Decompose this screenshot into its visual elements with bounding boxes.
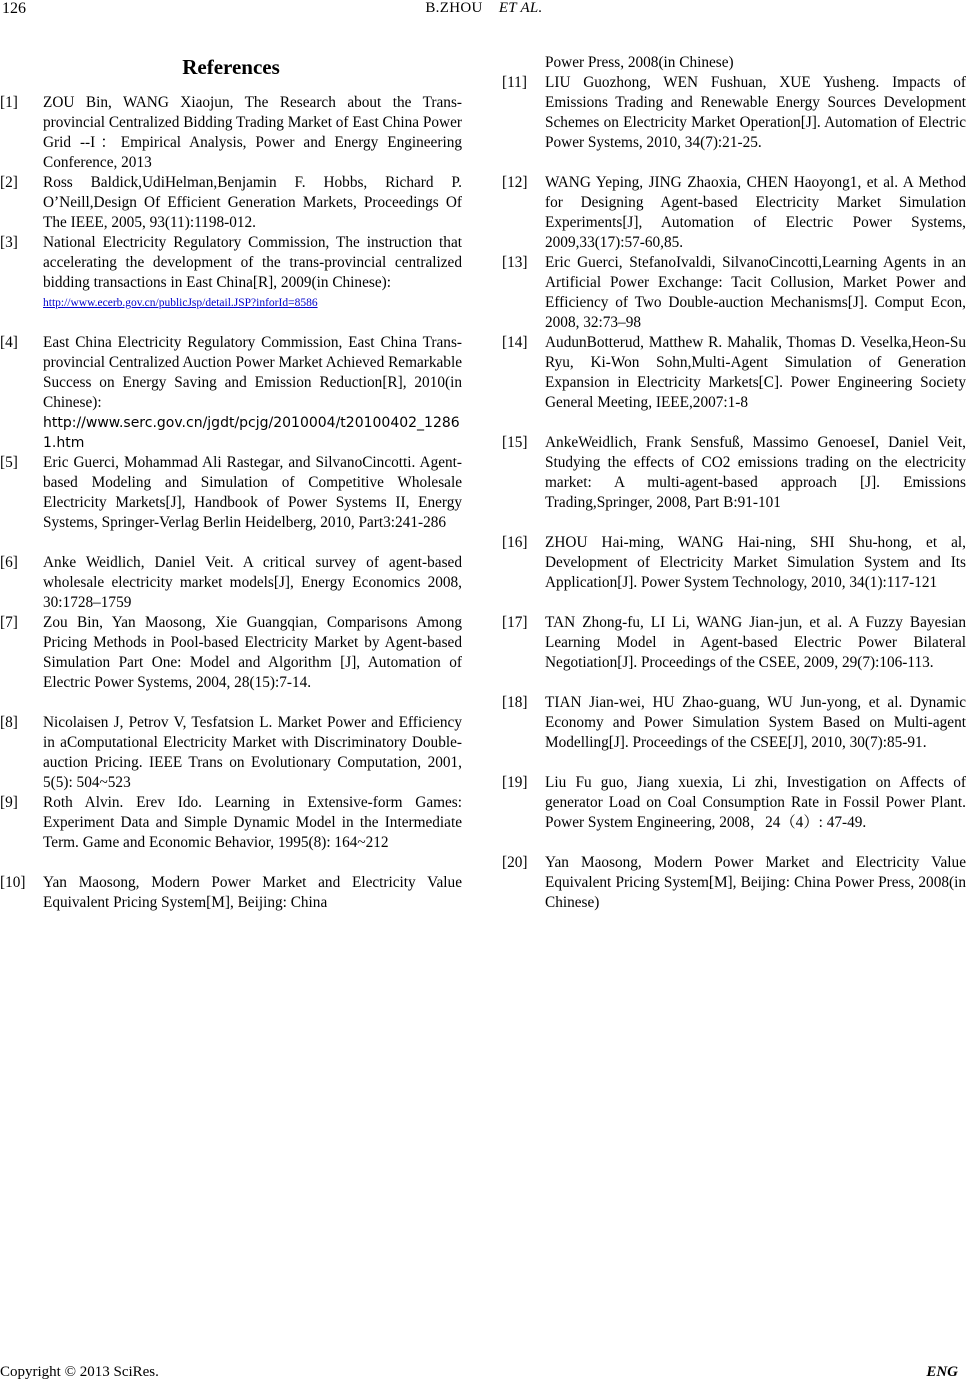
reference-text: Liu Fu guo, Jiang xuexia, Li zhi, Investigation on Affects of generator Load on Coal Consumption Rate in Fossil Power Plant. Power System Engineering, 2008，24（4）: 47-49. (545, 774, 966, 831)
reference-number: [3] (0, 234, 18, 251)
reference-number: [8] (0, 714, 18, 731)
reference-11 (502, 73, 966, 153)
reference-number: [6] (0, 554, 18, 571)
reference-7 (0, 613, 462, 693)
references-heading: References (182, 55, 280, 79)
reference-number: [12] (502, 174, 528, 191)
reference-text: TIAN Jian-wei, HU Zhao-guang, WU Jun-yong, et al. Dynamic Economy and Power Simulation System Based on Multi-agent Modelling[J]. Proceedings of the CSEE[J], 2010, 30(7):85-91. (545, 694, 966, 751)
reference-number: [10] (0, 874, 26, 891)
reference-text: Ross Baldick,UdiHelman,Benjamin F. Hobbs, Richard P. O’Neill,Design Of Efficient Generation Markets, Proceedings Of The IEEE, 2005, 93(11):1198-012. (43, 174, 462, 231)
reference-text: East China Electricity Regulatory Commission, East China Trans-provincial Centralized Auction Power Market Achieved Remarkable Success on Energy Saving and Emission Reduction[R], 2010(in Chinese): (43, 334, 462, 411)
reference-text: AnkeWeidlich, Frank Sensfuß, Massimo GenoeseI, Daniel Veit, Studying the effects of CO2 emissions trading on the electricity market: A multi-agent-based approach [J]. Emissions Trading,Springer, 2008, Part B:91-101 (545, 434, 966, 511)
reference-number: [7] (0, 614, 18, 631)
reference-text: Zou Bin, Yan Maosong, Xie Guangqian, Comparisons Among Pricing Methods in Pool-based Electricity Market by Agent-based Simulation Part One: Model and Algorithm [J], Automation of Electric Power Systems, 2004, 28(15):7-14. (43, 614, 462, 691)
reference-3 (0, 233, 462, 313)
reference-number: [19] (502, 774, 528, 791)
running-head-et-al: ET AL. (498, 0, 543, 16)
reference-number: [20] (502, 854, 528, 871)
reference-text: ZOU Bin, WANG Xiaojun, The Research about the Trans-provincial Centralized Bidding Trading Market of East China Power Grid --I：Empirical Analysis, Power and Energy Engineering Conference, 2013 (43, 94, 462, 171)
reference-text: Nicolaisen J, Petrov V, Tesfatsion L. Market Power and Efficiency in aComputational Electricity Market with Discriminatory Double-auction Pricing. IEEE Trans on Evolutionary Computation, 2001, 5(5): 504~523 (43, 714, 462, 791)
reference-10-continued (502, 53, 966, 73)
reference-text: Roth Alvin. Erev Ido. Learning in Extensive-form Games: Experiment Data and Simple Dynamic Model in the Intermediate Term. Game and Economic Behavior, 1995(8): 164~212 (43, 794, 462, 851)
reference-text: Eric Guerci, StefanoIvaldi, SilvanoCincotti,Learning Agents in an Artificial Power Exchange: Tacit Collusion, Market Power and Efficiency of Two Double-auction Mechanisms[J]. Comput Econ, 2008, 32:73–98 (545, 254, 966, 331)
reference-6 (0, 553, 462, 613)
reference-text: LIU Guozhong, WEN Fushuan, XUE Yusheng. Impacts of Emissions Trading and Renewable Energy Sources Development Schemes on Electricity Market Operation[J]. Automation of Electric Power Systems, 2010, 34(7):21-25. (545, 74, 966, 151)
reference-link[interactable]: http://www.ecerb.gov.cn/publicJsp/detail.JSP?inforId=8586 (43, 297, 318, 309)
reference-text: National Electricity Regulatory Commission, The instruction that accelerating the development of the trans-provincial centralized bidding transactions in East China[R], 2009(in Chinese): (43, 234, 462, 291)
reference-text: WANG Yeping, JING Zhaoxia, CHEN Haoyong1, et al. A Method for Designing Agent-based Electricity Market Simulation Experiments[J], Automation of Electric Power Systems, 2009,33(17):57-60,85. (545, 174, 966, 251)
reference-13 (502, 253, 966, 333)
page-number: 126 (2, 0, 26, 17)
reference-17 (502, 613, 966, 673)
reference-19 (502, 773, 966, 833)
reference-12 (502, 173, 966, 253)
reference-text: AudunBotterud, Matthew R. Mahalik, Thomas D. Veselka,Heon-Su Ryu, Ki-Won Sohn,Multi-Agent Simulation of Generation Expansion in Electricity Markets[C]. Power Engineering Society General Meeting, IEEE,2007:1-8 (545, 334, 966, 411)
reference-8 (0, 713, 462, 793)
running-head (0, 0, 968, 17)
reference-16 (502, 533, 966, 593)
reference-text: Eric Guerci, Mohammad Ali Rastegar, and SilvanoCincotti. Agent-based Modeling and Simulation of Competitive Wholesale Electricity Markets[J], Handbook of Power Systems II, Energy Systems, Springer-Verlag Berlin Heidelberg, 2010, Part3:241-286 (43, 454, 462, 531)
reference-text: TAN Zhong-fu, LI Li, WANG Jian-jun, et al. A Fuzzy Bayesian Learning Model in Agent-based Electric Power Bilateral Negotiation[J]. Proceedings of the CSEE, 2009, 29(7):106-113. (545, 614, 966, 671)
reference-text: Yan Maosong, Modern Power Market and Electricity Value Equivalent Pricing System[M], Beijing: China (43, 874, 462, 911)
reference-text: ZHOU Hai-ming, WANG Hai-ning, SHI Shu-hong, et al, Development of Electricity Market Simulation System and Its Application[J]. Power System Technology, 2010, 34(1):117-121 (545, 534, 966, 591)
reference-number: [13] (502, 254, 528, 271)
reference-2 (0, 173, 462, 233)
reference-4 (0, 333, 462, 453)
reference-text: Yan Maosong, Modern Power Market and Electricity Value Equivalent Pricing System[M], Beijing: China Power Press, 2008(in Chinese) (545, 854, 966, 911)
reference-14 (502, 333, 966, 413)
running-head-author: B.ZHOU (425, 0, 483, 16)
reference-9 (0, 793, 462, 853)
reference-number: [17] (502, 614, 528, 631)
reference-15 (502, 433, 966, 513)
footer-copyright: Copyright © 2013 SciRes. (0, 1364, 159, 1380)
reference-5 (0, 453, 462, 533)
footer-journal: ENG (926, 1364, 958, 1380)
reference-number: [14] (502, 334, 528, 351)
reference-number: [11] (502, 74, 527, 91)
reference-number: [5] (0, 454, 18, 471)
reference-10 (0, 873, 462, 913)
reference-18 (502, 693, 966, 753)
reference-text: Power Press, 2008(in Chinese) (545, 54, 734, 71)
reference-number: [18] (502, 694, 528, 711)
reference-number: [4] (0, 334, 18, 351)
reference-20 (502, 853, 966, 913)
reference-text: Anke Weidlich, Daniel Veit. A critical survey of agent-based wholesale electricity market models[J], Energy Economics 2008, 30:1728–1759 (43, 554, 462, 611)
reference-number: [1] (0, 94, 18, 111)
reference-url: http://www.serc.gov.cn/jgdt/pcjg/2010004/t20100402_12861.htm (43, 415, 460, 451)
reference-1 (0, 93, 462, 173)
reference-number: [9] (0, 794, 18, 811)
reference-number: [2] (0, 174, 18, 191)
reference-number: [16] (502, 534, 528, 551)
reference-number: [15] (502, 434, 528, 451)
